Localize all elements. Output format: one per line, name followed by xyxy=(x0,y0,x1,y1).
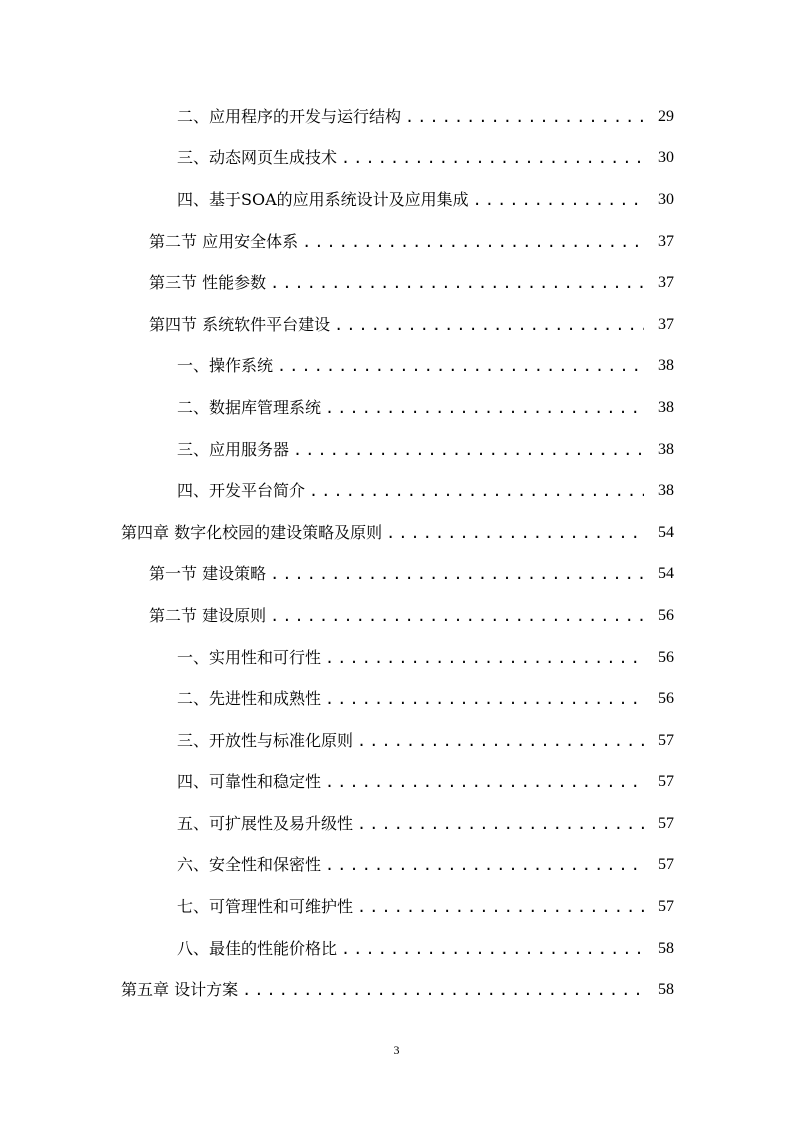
toc-entry-title: 三、应用服务器 xyxy=(177,439,290,459)
toc-entry-title: 五、可扩展性及易升级性 xyxy=(177,813,354,833)
toc-entry-page: 56 xyxy=(658,690,674,708)
toc-entry[interactable] xyxy=(0,928,793,970)
toc-entry-title: 二、应用程序的开发与运行结构 xyxy=(177,106,402,126)
toc-entry-page: 54 xyxy=(658,565,674,583)
toc-entry[interactable] xyxy=(0,803,793,845)
toc-entry-page: 56 xyxy=(658,606,674,624)
toc-entry[interactable] xyxy=(0,969,793,1011)
toc-entry-title: 一、实用性和可行性 xyxy=(177,647,322,667)
toc-entry[interactable] xyxy=(0,96,793,138)
toc-dot-leader xyxy=(473,190,644,210)
toc-dot-leader xyxy=(302,232,644,252)
toc-entry[interactable] xyxy=(0,637,793,679)
toc-entry-title: 六、安全性和保密性 xyxy=(177,855,322,875)
toc-dot-leader xyxy=(270,273,644,293)
toc-entry[interactable] xyxy=(0,720,793,762)
toc-dot-leader xyxy=(309,481,644,501)
toc-entry-page: 57 xyxy=(658,856,674,874)
toc-entry-page: 38 xyxy=(658,398,674,416)
toc-entry-title: 第四节 系统软件平台建设 xyxy=(149,314,331,334)
toc-entry-title: 二、先进性和成熟性 xyxy=(177,689,322,709)
toc-entry-title: 七、可管理性和可维护性 xyxy=(177,897,354,917)
toc-entry-page: 58 xyxy=(658,981,674,999)
toc-entry[interactable] xyxy=(0,138,793,180)
toc-entry-page: 30 xyxy=(658,149,674,167)
toc-entry-title: 三、动态网页生成技术 xyxy=(177,148,338,168)
toc-entry-title: 第三节 性能参数 xyxy=(149,273,267,293)
toc-dot-leader xyxy=(341,939,644,959)
toc-entry[interactable] xyxy=(0,262,793,304)
toc-entry-page: 57 xyxy=(658,731,674,749)
toc-entry-page: 38 xyxy=(658,440,674,458)
toc-entry-title: 第二节 建设原则 xyxy=(149,605,267,625)
toc-entry-page: 57 xyxy=(658,814,674,832)
toc-dot-leader xyxy=(357,731,644,751)
toc-dot-leader xyxy=(357,814,644,834)
toc-entry-page: 56 xyxy=(658,648,674,666)
toc-entry-title: 八、最佳的性能价格比 xyxy=(177,938,338,958)
toc-entry-title: 第五章 设计方案 xyxy=(121,980,239,1000)
toc-entry-title: 四、开发平台简介 xyxy=(177,481,306,501)
toc-entry-page: 57 xyxy=(658,773,674,791)
toc-dot-leader xyxy=(405,107,644,127)
toc-entry-page: 29 xyxy=(658,107,674,125)
toc-entry[interactable] xyxy=(0,304,793,346)
toc-dot-leader xyxy=(325,689,644,709)
toc-entry-title: 第二节 应用安全体系 xyxy=(149,231,299,251)
toc-entry[interactable] xyxy=(0,470,793,512)
toc-entry-title: 四、可靠性和稳定性 xyxy=(177,772,322,792)
toc-entry-title: 第一节 建设策略 xyxy=(149,564,267,584)
toc-dot-leader xyxy=(325,772,644,792)
toc-entry-page: 37 xyxy=(658,274,674,292)
toc-entry[interactable] xyxy=(0,179,793,221)
toc-entry-page: 30 xyxy=(658,190,674,208)
toc-dot-leader xyxy=(270,564,644,584)
toc-entry[interactable] xyxy=(0,346,793,388)
toc-entry[interactable] xyxy=(0,221,793,263)
toc-entry-title: 四、基于SOA的应用系统设计及应用集成 xyxy=(177,189,469,209)
toc-entry[interactable] xyxy=(0,595,793,637)
toc-entry[interactable] xyxy=(0,886,793,928)
toc-entry-page: 38 xyxy=(658,482,674,500)
toc-entry-page: 58 xyxy=(658,939,674,957)
toc-entry-title: 第四章 数字化校园的建设策略及原则 xyxy=(121,522,383,542)
toc-entry-title: 三、开放性与标准化原则 xyxy=(177,730,354,750)
toc-entry-page: 37 xyxy=(658,232,674,250)
toc-entry-title: 一、操作系统 xyxy=(177,356,274,376)
toc-entry-page: 37 xyxy=(658,315,674,333)
toc-entry[interactable] xyxy=(0,845,793,887)
toc-dot-leader xyxy=(325,398,644,418)
toc-entry[interactable] xyxy=(0,387,793,429)
toc-entry[interactable] xyxy=(0,678,793,720)
toc-entry[interactable] xyxy=(0,429,793,471)
toc-dot-leader xyxy=(341,148,644,168)
toc-dot-leader xyxy=(325,648,644,668)
toc-entry[interactable] xyxy=(0,554,793,596)
table-of-contents xyxy=(0,96,793,1011)
page-number: 3 xyxy=(393,1043,400,1057)
toc-entry-page: 54 xyxy=(658,523,674,541)
toc-dot-leader xyxy=(277,356,644,376)
toc-dot-leader xyxy=(325,855,644,875)
toc-dot-leader xyxy=(357,897,644,917)
toc-entry-page: 57 xyxy=(658,898,674,916)
toc-entry[interactable] xyxy=(0,512,793,554)
toc-dot-leader xyxy=(242,980,644,1000)
toc-dot-leader xyxy=(293,440,644,460)
toc-dot-leader xyxy=(386,523,644,543)
toc-entry-page: 38 xyxy=(658,357,674,375)
toc-entry-title: 二、数据库管理系统 xyxy=(177,397,322,417)
toc-dot-leader xyxy=(334,315,644,335)
toc-entry[interactable] xyxy=(0,762,793,804)
toc-dot-leader xyxy=(270,606,644,626)
